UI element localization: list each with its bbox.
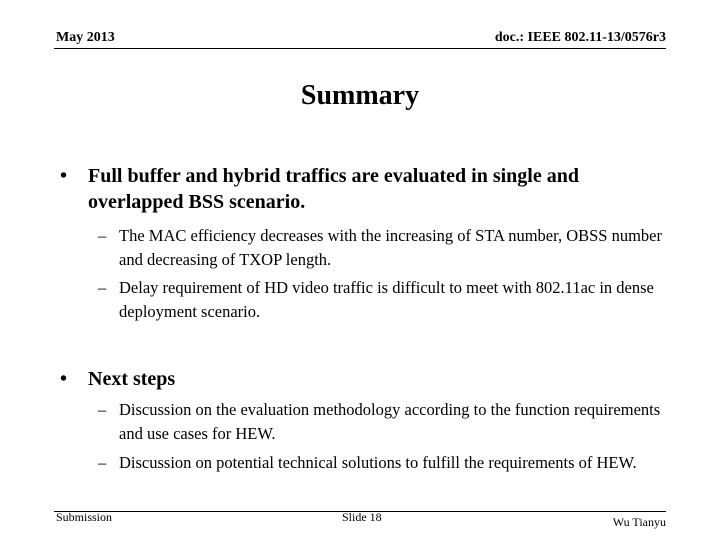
slide-title: Summary: [300, 80, 420, 111]
bullet-2-sub-2-text: Discussion on potential technical solutions to fulfill the requirements of HEW.: [119, 453, 637, 472]
header-doc-id: doc.: IEEE 802.11-13/0576r3: [494, 30, 666, 45]
bullet-1-text: Full buffer and hybrid traffics are evaluated in single and overlapped BSS scenario.: [88, 165, 579, 213]
footer-author: Wu Tianyu: [612, 515, 666, 529]
bullet-1-sub-1-text: The MAC efficiency decreases with the increasing of STA number, OBSS number and decreasing of TXOP length.: [119, 226, 663, 269]
bullet-1-marker: •: [60, 165, 68, 187]
bullet-2-marker: •: [60, 368, 68, 390]
bullet-2-sub-2-marker: –: [98, 453, 107, 472]
bullet-2-sub-1-marker: –: [98, 400, 107, 419]
header-date: May 2013: [56, 30, 115, 45]
bullet-2-sub-1-text: Discussion on the evaluation methodology according to the function requirements and use cases for HEW.: [119, 400, 661, 443]
footer-submission: Submission: [56, 510, 113, 524]
bullet-1-sub-2-text: Delay requirement of HD video traffic is difficult to meet with 802.11ac in dense deployment scenario.: [119, 278, 654, 321]
footer-slide-number: Slide 18: [342, 510, 382, 524]
bullet-1-sub-1-marker: –: [98, 226, 107, 245]
bullet-2-text: Next steps: [88, 368, 176, 390]
header-divider: [54, 48, 666, 49]
bullet-1-sub-2-marker: –: [98, 278, 107, 297]
